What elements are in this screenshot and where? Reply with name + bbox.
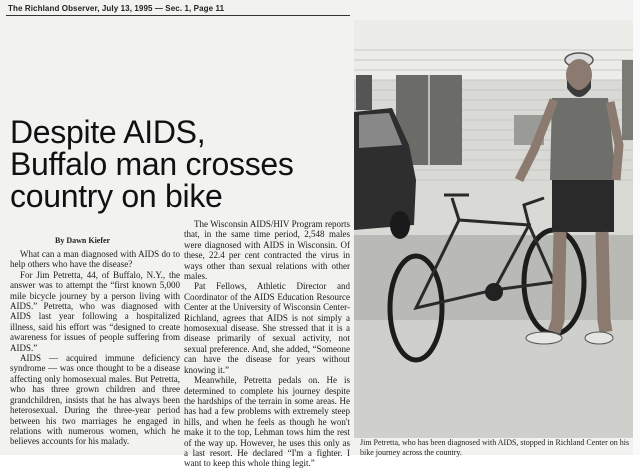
- photo-caption: [360, 438, 633, 458]
- paragraph: The Wisconsin AIDS/HIV Program reports that, in the same time period, 2,548 males were diagnosed with AIDS in Wisconsin. Of these, 22.4 per cent contracted the virus in ways other than sexual relations with other males.: [184, 219, 350, 282]
- article-column-middle: [184, 219, 350, 469]
- dateline: The Richland Observer, July 13, 1995 — Sec. 1, Page 11: [8, 4, 225, 13]
- headline-line-3: country on bike: [10, 178, 223, 214]
- paragraph: For Jim Petretta, 44, of Buffalo, N.Y., the answer was to attempt the “first known 5,000 mile bicycle journey by a person living with AIDS.” Petretta, who was diagnosed with AIDS last year following a hospitalized illness, said his effort was “designed to create awareness for issues of people suffering from AIDS.”: [10, 269, 180, 353]
- news-photo: [354, 20, 633, 438]
- caption-text: Jim Petretta, who has been diagnosed with AIDS, stopped in Richland Center on his bike journey across the country.: [360, 438, 630, 457]
- headline-line-1: Despite AIDS,: [10, 114, 206, 150]
- header-rule: [6, 15, 350, 16]
- paragraph: What can a man diagnosed with AIDS do to help others who have the disease?: [10, 249, 180, 270]
- byline: By Dawn Kiefer: [55, 236, 111, 245]
- paragraph: Pat Fellows, Athletic Director and Coordinator of the AIDS Education Resource Center at the University of Wisconsin Center-Richland, agrees that AIDS is not simply a homosexual disease. She stressed that it is a disease primarily of sexual activity, not sexual preference. And, she added, “Someone can have the disease for years without knowing it.”: [184, 281, 350, 375]
- paragraph: Meanwhile, Petretta pedals on. He is determined to complete his journey despite the hardships of the terrain in some areas. He has had a few problems with extremely steep hills, and when he feels as though he won't make it to the top, Lehman tows him the rest of the way up. However, he uses this only as a last resort. He declared “I'm a fighter. I want to keep this whole thing legit.”: [184, 375, 350, 469]
- article-column-left: [10, 249, 180, 447]
- headline: [10, 116, 340, 212]
- window-shape: [356, 75, 372, 110]
- headline-line-2: Buffalo man crosses: [10, 146, 294, 182]
- paragraph: AIDS — acquired immune deficiency syndrome — was once thought to be a disease affecting only homosexual males. But Petretta, who has three grown children and three grandchildren, insists that he has always been heterosexual. During the three-year period between his two marriages he engaged in relations with numerous women, which he believes accounts for his malady.: [10, 353, 180, 447]
- scan-margin: [633, 0, 640, 455]
